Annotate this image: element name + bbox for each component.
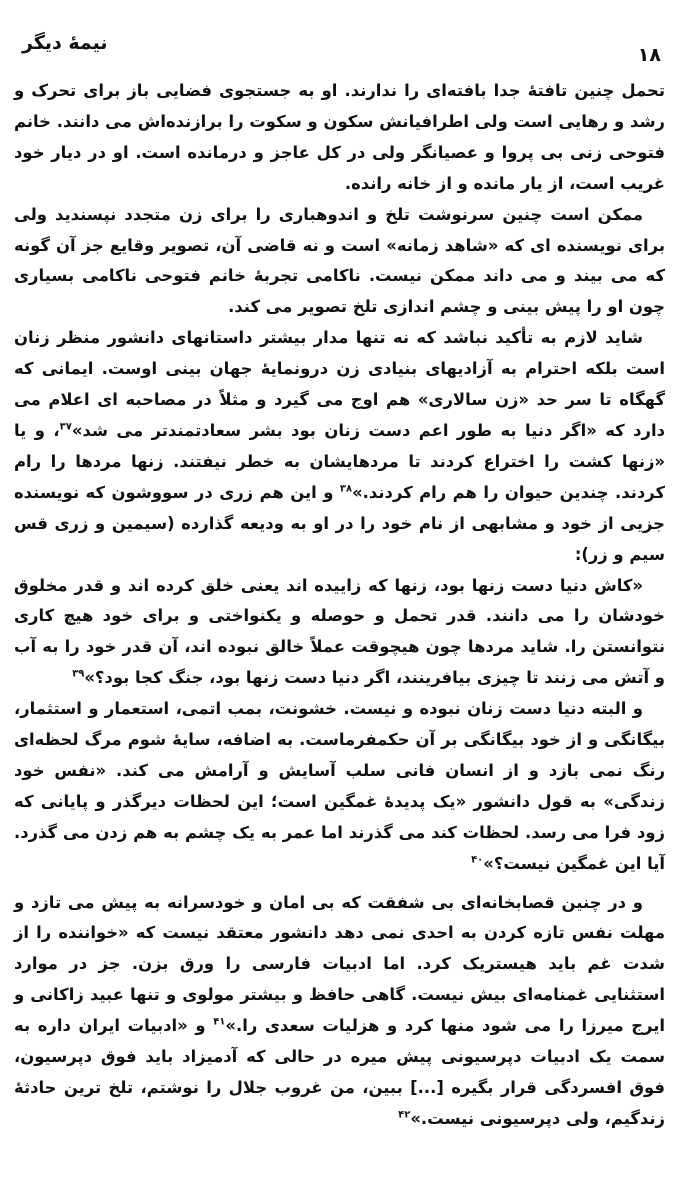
paragraph-text: «کاش دنیا دست زنها بود، زنها که زاییده اند یعنی خلق کرده اند و قدر مخلوق خودشان را می دانند. قدر تحمل و حوصله و یکنواختی و برای خود هیچ کاری نتوانستن را. شاید مردها چون هیچوقت عملاً خالق نبوده اند، آن قدر خود را به آب و آتش می زنند تا چیزی بیافرینند، اگر دنیا دست زنها بود، جنگ کجا بود؟» (14, 575, 665, 688)
paragraph-text: و این هم زری در (188, 482, 340, 502)
footnote-ref: ۴۲ (398, 1109, 411, 1121)
book-title: سووشون (111, 482, 189, 502)
paragraph-text: را نوشتم، تلخ ترین حادثهٔ زندگیم، ولی دپرسیونی نیست.» (14, 1078, 665, 1128)
paragraph-2 (14, 200, 665, 324)
paragraph-text: و «ادبیات ایران داره به سمت یک ادبیات دپرسیونی پیش میره در حالی که آدمیزاد باید فوق دپرسیون، فوق افسردگی قرار بگیره [...] ببین، من (14, 1016, 665, 1097)
running-title: نیمهٔ دیگر (22, 32, 108, 54)
footnote-ref: ۴۰ (471, 854, 484, 866)
paragraph-text: تحمل چنین تافتهٔ جدا بافته‌ای را ندارند. او به جستجوی فضایی باز برای تحرک و رشد و رهایی است ولی اطرافیانش سکون و سکوت را برازنده‌اش می دانند. خانم فتوحی زنی بی پروا و عصیانگر ولی در کل عاجز و درمانده است. او در دیار خود غریب است، از یار مانده و از خانه رانده. (14, 81, 665, 193)
paragraph-text: ممکن است چنین سرنوشت تلخ و اندوهباری را برای زن متجدد نپسندید ولی برای نویسنده ای که «شاهد زمانه» است و نه قاضی آن، تصویر وقایع جز آن گونه که می بیند و می داند ممکن نیست. ناکامی تجربهٔ خانم فتوحی ناکامی بسیاری چون او را پیش بینی و چشم اندازی تلخ تصویر می کند. (14, 204, 665, 317)
paragraph-text: که نویسنده جزیی از خود و مشابهی از نام خود را در او به ودیعه گذارده (سیمین و زری قس سیم و زر): (14, 482, 665, 564)
paragraph-5 (14, 694, 665, 879)
paragraph-text: و البته دنیا دست زنان نبوده و نیست. خشونت، بمب اتمی، استعمار و استثمار، بیگانگی و از خود بیگانگی بر آن حکمفرماست. به اضافه، سایهٔ شوم مرگ لحظه‌ای رنگ نمی بازد و از انسان فانی سلب آسایش و آرامش می کند. «نفس خود زندگی» به قول دانشور «یک پدیدهٔ غمگین است؛ این لحظات دیرگذر و پایانی که زود فرا می رسد. لحظات کند می گذرند اما عمر به یک چشم به هم زدن می گذرد. آیا این غمگین نیست؟» (14, 699, 665, 873)
footnote-ref: ۳۷ (59, 421, 72, 433)
footnote-ref: ۳۹ (72, 668, 85, 680)
footnote-ref: ۳۸ (339, 483, 353, 495)
paragraph-3 (14, 323, 665, 570)
quote-paragraph (14, 571, 665, 695)
body-text (14, 76, 665, 1135)
footnote-ref: ۴۱ (213, 1016, 226, 1028)
paragraph-text: و در چنین قصابخانه‌ای بی شفقت که بی امان و خودسرانه به پیش می تازد و مهلت نفس تازه کردن به احدی نمی دهد دانشور معتقد نیست که «خواننده را از شدت غم باید هیستریک کرد. اما ادبیات فارسی را ورق بزن. جز در موارد استثنایی غمنامه‌ای بیش نیست. گاهی حافظ و بیشتر مولوی و تنها عبید زاکانی و ایرج میرزا را می شود منها کرد و هزلیات سعدی را.» (14, 892, 665, 1036)
book-title: غروب جلال (228, 1078, 323, 1097)
paragraph-1 (14, 76, 665, 200)
page-number: ۱۸ (637, 44, 661, 66)
paragraph-6 (14, 888, 665, 1135)
paragraph-gap (14, 880, 665, 888)
paragraph-text: ، و یا «زنها کشت را اختراع کردند تا مردهایشان به خطر نیفتند. زنها مردها را رام کردند. چندین حیوان را هم رام کردند.» (14, 420, 665, 502)
paragraph-text: شاید لازم به تأکید نباشد که نه تنها مدار بیشتر داستانهای دانشور منظر زنان است بلکه احترام به آزادیهای بنیادی زن درونمایهٔ جهان بینی اوست. ایمانی که گهگاه تا سر حد «زن سالاری» هم اوج می گیرد و مثلاً در مصاحبه ای اعلام می دارد که «اگر دنیا به طور اعم دست زنان بود بشر سعادتمندتر می شد» (14, 328, 665, 440)
